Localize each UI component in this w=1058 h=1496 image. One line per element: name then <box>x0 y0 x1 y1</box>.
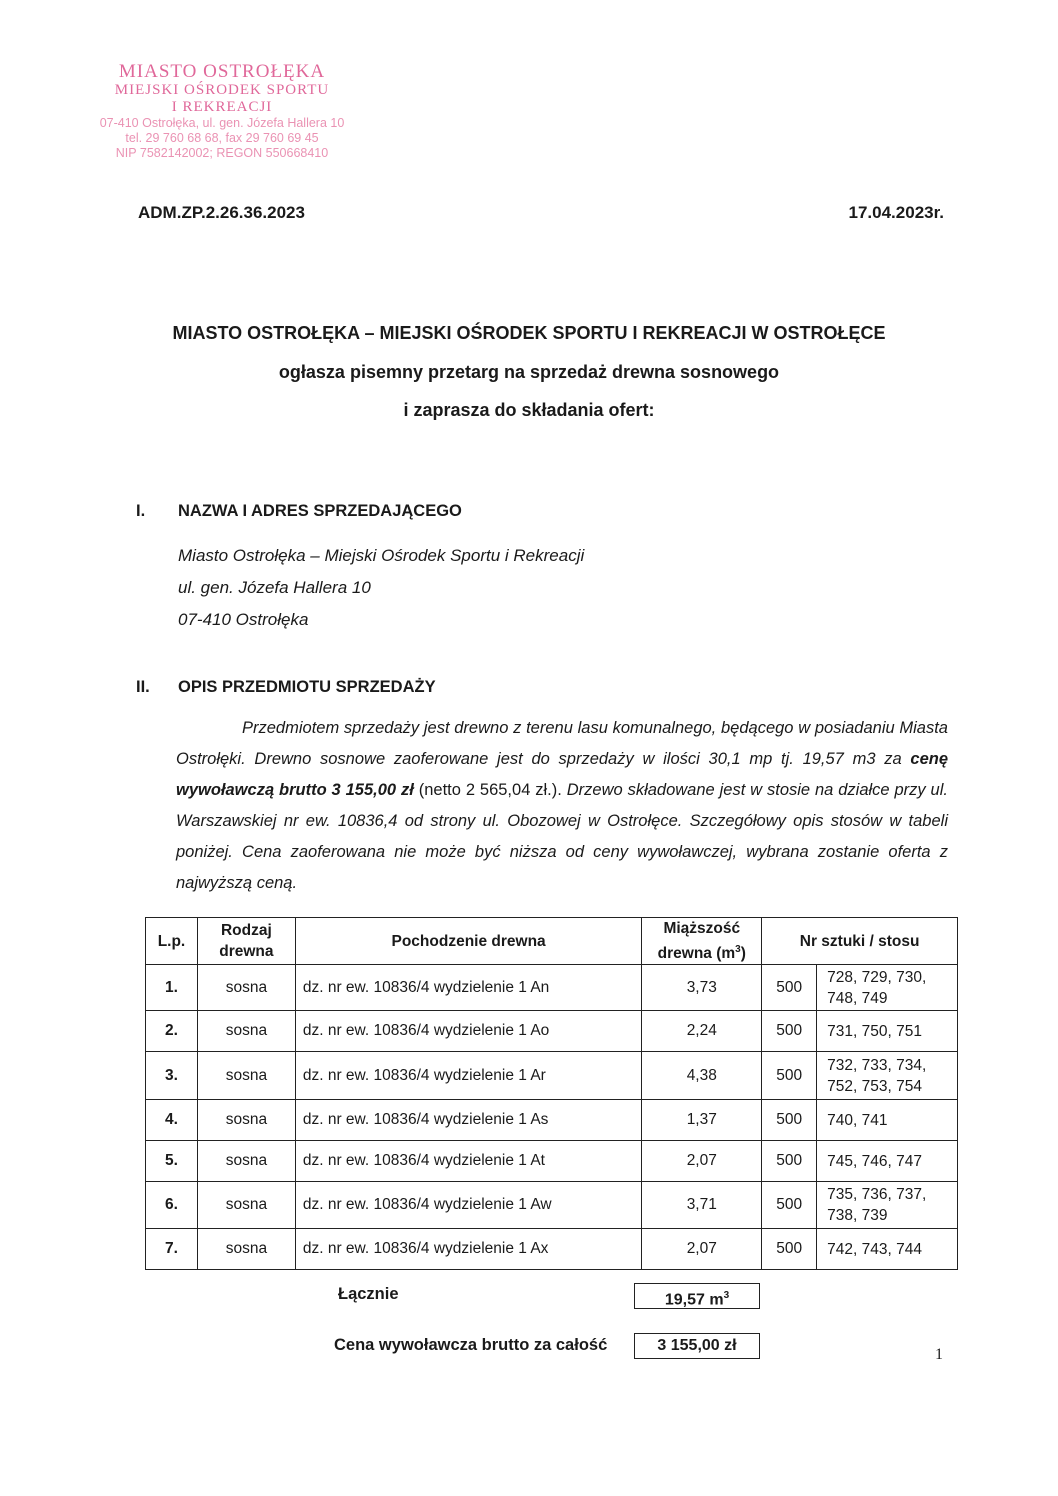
cell-wood-type: sosna <box>197 1141 295 1182</box>
cell-stacks: 745, 746, 747 <box>817 1141 958 1182</box>
cell-volume: 1,37 <box>642 1100 762 1141</box>
cell-number: 500 <box>762 1100 817 1141</box>
announcement-subtitle: ogłasza pisemny przetarg na sprzedaż drewna sosnowego <box>278 362 780 382</box>
cell-lp: 2. <box>146 1011 198 1052</box>
cell-stacks: 735, 736, 737, 738, 739 <box>817 1182 958 1229</box>
seller-address <box>178 540 584 636</box>
cell-number: 500 <box>762 1141 817 1182</box>
page-number: 1 <box>935 1346 943 1363</box>
table-row <box>146 1100 958 1141</box>
paragraph-text-a: Przedmiotem sprzedaży jest drewno z terenu lasu komunalnego, będącego w posiadaniu Miasta Ostrołęki. Drewno sosnowe zaoferowane jest do sprzedaży w ilości 30,1 mp tj. 19,57 m3 za <box>176 719 948 768</box>
cell-number: 500 <box>762 1229 817 1270</box>
total-volume-box: 19,57 $m^3$ <box>634 1283 760 1309</box>
cell-stacks: 742, 743, 744 <box>817 1229 958 1270</box>
paragraph-text-b: Drzewo składowane jest w stosie na działce przy ul. Warszawskiej nr ew. 10836,4 od strony ul. Obozowej w Ostrołęce. Szczegółowy opis stosów w tabeli poniżej. Cena zaoferowana nie może być niższa od ceny wywoławczej, wybrana zostanie oferta z najwyższą ceną. <box>176 781 948 892</box>
announcement-subtitle-2: i zaprasza do składania ofert: <box>403 400 655 420</box>
cell-wood-type: sosna <box>197 1182 295 1229</box>
cell-lp: 7. <box>146 1229 198 1270</box>
starting-price-emphasis: cenę wywoławczą brutto 3 155,00 zł <box>176 750 948 799</box>
cell-wood-type: sosna <box>197 1011 295 1052</box>
stamp-line-institution-2: I REKREACJI <box>171 99 273 115</box>
section-number: I. <box>136 502 146 520</box>
section-title: NAZWA I ADRES SPRZEDAJĄCEGO <box>178 502 462 520</box>
address-line-name: Miasto Ostrołęka – Miejski Ośrodek Sportu i Rekreacji <box>178 546 585 565</box>
stamp-line-city: MIASTO OSTROŁĘKA <box>118 61 326 82</box>
cell-origin: dz. nr ew. 10836/4 wydzielenie 1 At <box>295 1141 641 1182</box>
cell-origin: dz. nr ew. 10836/4 wydzielenie 1 An <box>295 965 641 1011</box>
cell-lp: 6. <box>146 1182 198 1229</box>
cell-number: 500 <box>762 1052 817 1100</box>
header-lp: L.p. <box>146 918 198 965</box>
cell-wood-type: sosna <box>197 1229 295 1270</box>
section-heading-seller <box>136 502 462 521</box>
table-row <box>146 965 958 1011</box>
table-row <box>146 1141 958 1182</box>
section-heading-description <box>136 678 436 697</box>
table-row <box>146 1229 958 1270</box>
cell-wood-type: sosna <box>197 965 295 1011</box>
cell-origin: dz. nr ew. 10836/4 wydzielenie 1 Ax <box>295 1229 641 1270</box>
table-row <box>146 1052 958 1100</box>
cell-stacks: 728, 729, 730, 748, 749 <box>817 965 958 1011</box>
sale-description-paragraph <box>176 713 948 899</box>
stamp-line-institution: MIEJSKI OŚRODEK SPORTU <box>114 82 330 98</box>
cell-volume: 2,07 <box>642 1141 762 1182</box>
cell-origin: dz. nr ew. 10836/4 wydzielenie 1 Ar <box>295 1052 641 1100</box>
stamp-line-ids: NIP 7582142002; REGON 550668410 <box>115 146 329 160</box>
document-date: 17.04.2023r. <box>848 203 944 222</box>
cell-lp: 4. <box>146 1100 198 1141</box>
address-line-street: ul. gen. Józefa Hallera 10 <box>178 578 371 597</box>
cell-wood-type: sosna <box>197 1052 295 1100</box>
stamp-line-address: 07-410 Ostrołęka, ul. gen. Józefa Hallera 10 <box>99 116 345 130</box>
table-row <box>146 1011 958 1052</box>
header-stack-number: Nr sztuki / stosu <box>762 918 958 965</box>
cell-volume: 2,07 <box>642 1229 762 1270</box>
cell-volume: 4,38 <box>642 1052 762 1100</box>
header-volume: Miąższość drewna $(m^3)$ <box>642 918 762 965</box>
cell-origin: dz. nr ew. 10836/4 wydzielenie 1 Aw <box>295 1182 641 1229</box>
cell-lp: 3. <box>146 1052 198 1100</box>
cell-number: 500 <box>762 1182 817 1229</box>
institution-stamp <box>72 62 372 161</box>
header-origin: Pochodzenie drewna <box>295 918 641 965</box>
total-price-value: 3 155,00 zł <box>634 1333 760 1359</box>
table-row <box>146 1182 958 1229</box>
cell-stacks: 731, 750, 751 <box>817 1011 958 1052</box>
cell-number: 500 <box>762 1011 817 1052</box>
announcement-title: MIASTO OSTROŁĘKA – MIEJSKI OŚRODEK SPORTU I REKREACJI W OSTROŁĘCE <box>172 323 886 343</box>
address-line-city: 07-410 Ostrołęka <box>178 610 309 629</box>
cell-stacks: 740, 741 <box>817 1100 958 1141</box>
cell-volume: 2,24 <box>642 1011 762 1052</box>
cell-volume: 3,73 <box>642 965 762 1011</box>
stamp-line-phone: tel. 29 760 68 68, fax 29 760 69 45 <box>125 131 319 145</box>
total-price-label: Cena wywoławcza brutto za całość <box>334 1336 608 1354</box>
cell-wood-type: sosna <box>197 1100 295 1141</box>
cell-number: 500 <box>762 965 817 1011</box>
cell-lp: 5. <box>146 1141 198 1182</box>
section-title: OPIS PRZEDMIOTU SPRZEDAŻY <box>178 678 436 696</box>
total-volume-value: 19,57 m <box>664 1291 724 1309</box>
cell-stacks: 732, 733, 734, 752, 753, 754 <box>817 1052 958 1100</box>
wood-lots-table <box>145 917 958 1270</box>
table-header-row <box>146 918 958 965</box>
header-wood-type: Rodzaj drewna <box>197 918 295 965</box>
cell-origin: dz. nr ew. 10836/4 wydzielenie 1 Ao <box>295 1011 641 1052</box>
cell-origin: dz. nr ew. 10836/4 wydzielenie 1 As <box>295 1100 641 1141</box>
total-volume-label: Łącznie <box>338 1285 399 1303</box>
net-price-note: (netto 2 565,04 zł.). <box>413 781 562 799</box>
cell-lp: 1. <box>146 965 198 1011</box>
section-number: II. <box>136 678 150 696</box>
reference-number: ADM.ZP.2.26.36.2023 <box>138 203 305 222</box>
cell-volume: 3,71 <box>642 1182 762 1229</box>
